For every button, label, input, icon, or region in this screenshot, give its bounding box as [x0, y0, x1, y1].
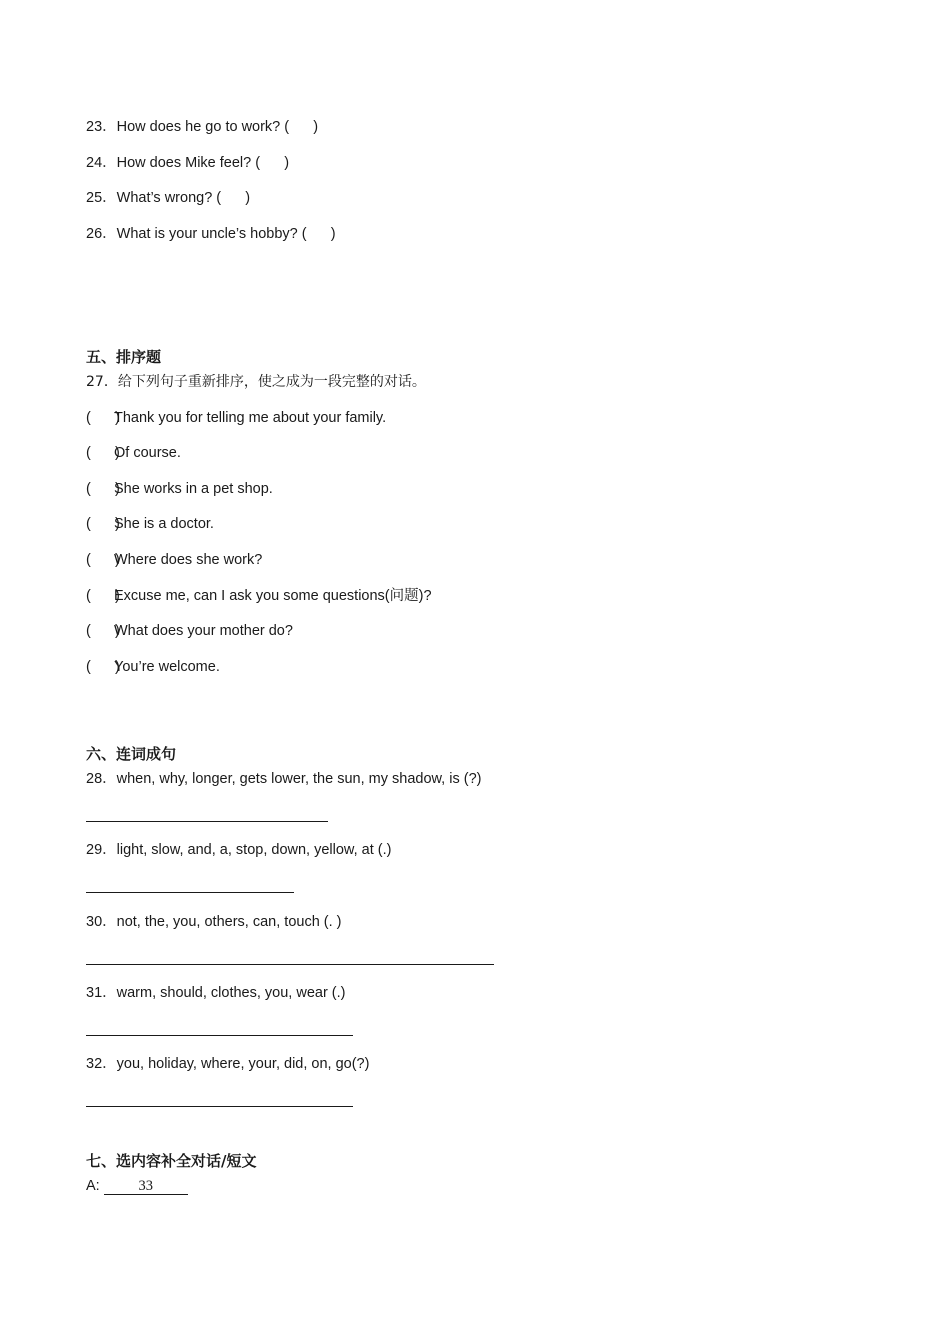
- ordering-item-text: You’re welcome.: [114, 659, 220, 675]
- answer-paren[interactable]: ( ): [86, 588, 120, 604]
- answer-paren[interactable]: ( ): [86, 623, 120, 639]
- answer-line-29[interactable]: [86, 892, 294, 893]
- answer-paren[interactable]: ( ): [86, 481, 120, 497]
- question-28: 28．when, why, longer, gets lower, the sun, my shadow, is (?): [86, 771, 482, 787]
- ordering-item: [86, 515, 214, 533]
- ordering-item: [86, 587, 432, 605]
- answer-line-32[interactable]: [86, 1106, 353, 1107]
- ordering-item: [86, 409, 386, 427]
- question-26: 26．What is your uncle’s hobby? ( ): [86, 226, 336, 242]
- dialogue-line-a: [86, 1177, 188, 1195]
- ordering-item: [86, 551, 262, 569]
- speaker-label: A:: [86, 1178, 100, 1194]
- answer-paren[interactable]: ( ): [86, 445, 120, 461]
- answer-paren[interactable]: ( ): [86, 516, 120, 532]
- answer-blank-33[interactable]: 33: [104, 1178, 188, 1195]
- ordering-item-text: She is a doctor.: [114, 516, 214, 532]
- ordering-item-text: What does your mother do?: [114, 623, 293, 639]
- answer-paren[interactable]: ( ): [86, 552, 120, 568]
- question-23: 23．How does he go to work? ( ): [86, 119, 319, 135]
- answer-paren[interactable]: ( ): [86, 659, 120, 675]
- question-24: 24．How does Mike feel? ( ): [86, 155, 290, 171]
- answer-line-28[interactable]: [86, 821, 328, 822]
- question-32: 32．you, holiday, where, your, did, on, go(?): [86, 1056, 370, 1072]
- ordering-item-text: She works in a pet shop.: [114, 481, 273, 497]
- question-29: 29．light, slow, and, a, stop, down, yellow, at (.): [86, 842, 392, 858]
- ordering-item-text: Thank you for telling me about your family.: [114, 410, 387, 426]
- ordering-item-text: Of course.: [114, 445, 181, 461]
- section-5-heading: 五、排序题: [86, 348, 162, 366]
- question-30: 30．not, the, you, others, can, touch (. ): [86, 914, 342, 930]
- answer-line-30[interactable]: [86, 964, 494, 965]
- answer-paren[interactable]: ( ): [86, 410, 120, 426]
- ordering-item: [86, 622, 293, 640]
- ordering-item: [86, 480, 273, 498]
- section-7-heading: 七、选内容补全对话/短文: [86, 1152, 257, 1170]
- ordering-item-text: Where does she work?: [114, 552, 263, 568]
- question-27-instruction: 27．给下列句子重新排序，使之成为一段完整的对话。: [86, 374, 426, 390]
- ordering-item: [86, 658, 220, 676]
- question-31: 31．warm, should, clothes, you, wear (.): [86, 985, 346, 1001]
- section-6-heading: 六、连词成句: [86, 745, 177, 763]
- ordering-item: [86, 444, 181, 462]
- answer-line-31[interactable]: [86, 1035, 353, 1036]
- ordering-item-text: Excuse me, can I ask you some questions(问题)?: [114, 588, 432, 604]
- question-25: 25．What’s wrong? ( ): [86, 190, 251, 206]
